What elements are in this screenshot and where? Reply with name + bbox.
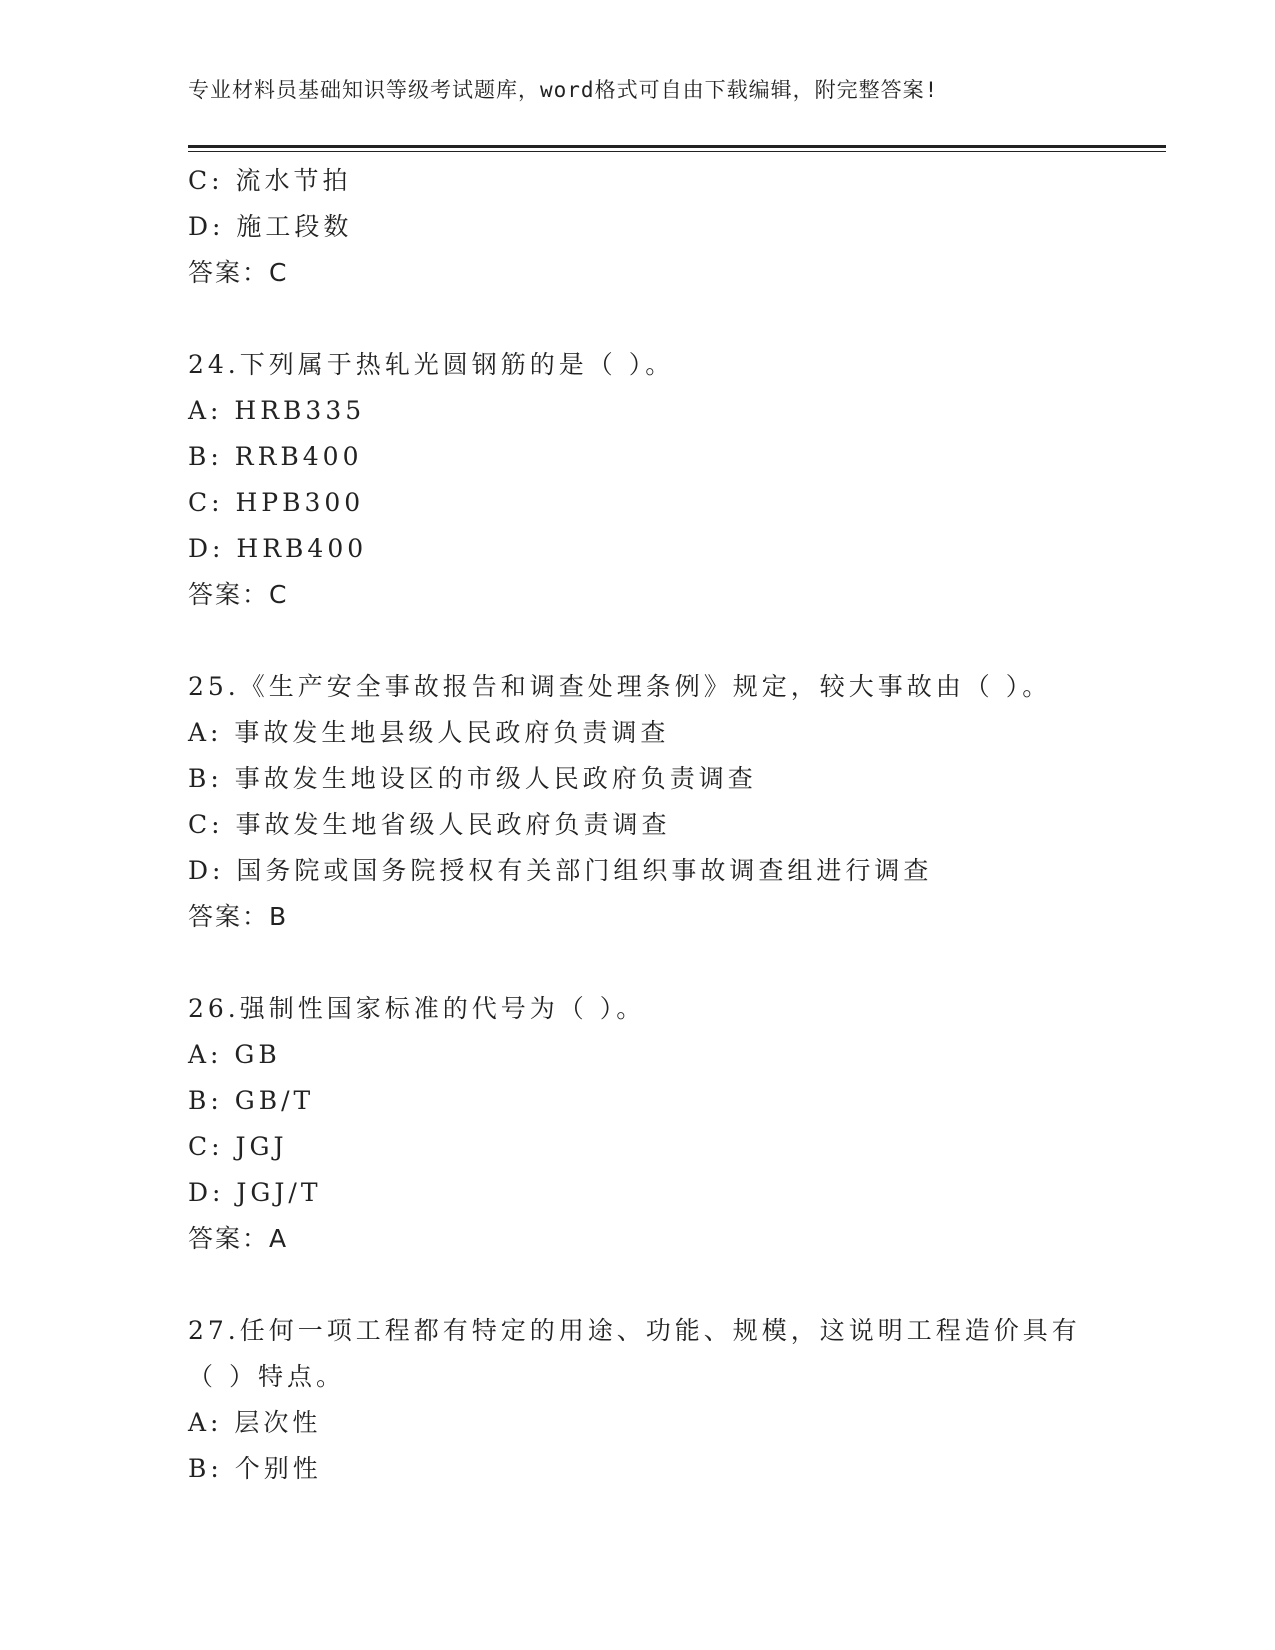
option-line: A: HRB335 [188, 396, 366, 425]
option-line: B: 事故发生地设区的市级人民政府负责调查 [188, 764, 757, 793]
question-stem: 25.《生产安全事故报告和调查处理条例》规定，较大事故由（ ）。 [188, 672, 1052, 701]
option-line: B: 个别性 [188, 1454, 322, 1483]
option-line: D: JGJ/T [188, 1178, 322, 1207]
answer-line: 答案：C [188, 258, 289, 287]
option-line: D: 国务院或国务院授权有关部门组织事故调查组进行调查 [188, 856, 933, 885]
spacer [188, 1262, 1148, 1308]
spacer [188, 296, 1148, 342]
answer-line: 答案：B [188, 902, 289, 931]
option-line: C: HPB300 [188, 488, 365, 517]
question-stem: 27.任何一项工程都有特定的用途、功能、规模，这说明工程造价具有 [188, 1316, 1081, 1345]
option-line: A: 层次性 [188, 1408, 322, 1437]
option-line: C: 流水节拍 [188, 166, 352, 195]
option-line: C: 事故发生地省级人民政府负责调查 [188, 810, 671, 839]
option-line: B: GB/T [188, 1086, 315, 1115]
option-line: D: HRB400 [188, 534, 368, 563]
option-line: A: 事故发生地县级人民政府负责调查 [188, 718, 670, 747]
question-stem: 24.下列属于热轧光圆钢筋的是（ ）。 [188, 350, 675, 379]
question-list [188, 158, 1148, 1492]
header-rule-thick [188, 145, 1166, 148]
option-line: C: JGJ [188, 1132, 288, 1161]
header-rule-thin [188, 151, 1166, 152]
option-line: A: GB [188, 1040, 281, 1069]
option-line: B: RRB400 [188, 442, 363, 471]
spacer [188, 940, 1148, 986]
page-header: 专业材料员基础知识等级考试题库，word格式可自由下载编辑，附完整答案! [188, 78, 939, 102]
question-stem: 26.强制性国家标准的代号为（ ）。 [188, 994, 646, 1023]
answer-line: 答案：A [188, 1224, 289, 1253]
answer-line: 答案：C [188, 580, 289, 609]
spacer [188, 618, 1148, 664]
question-stem-continuation: （ ）特点。 [188, 1362, 345, 1391]
option-line: D: 施工段数 [188, 212, 353, 241]
